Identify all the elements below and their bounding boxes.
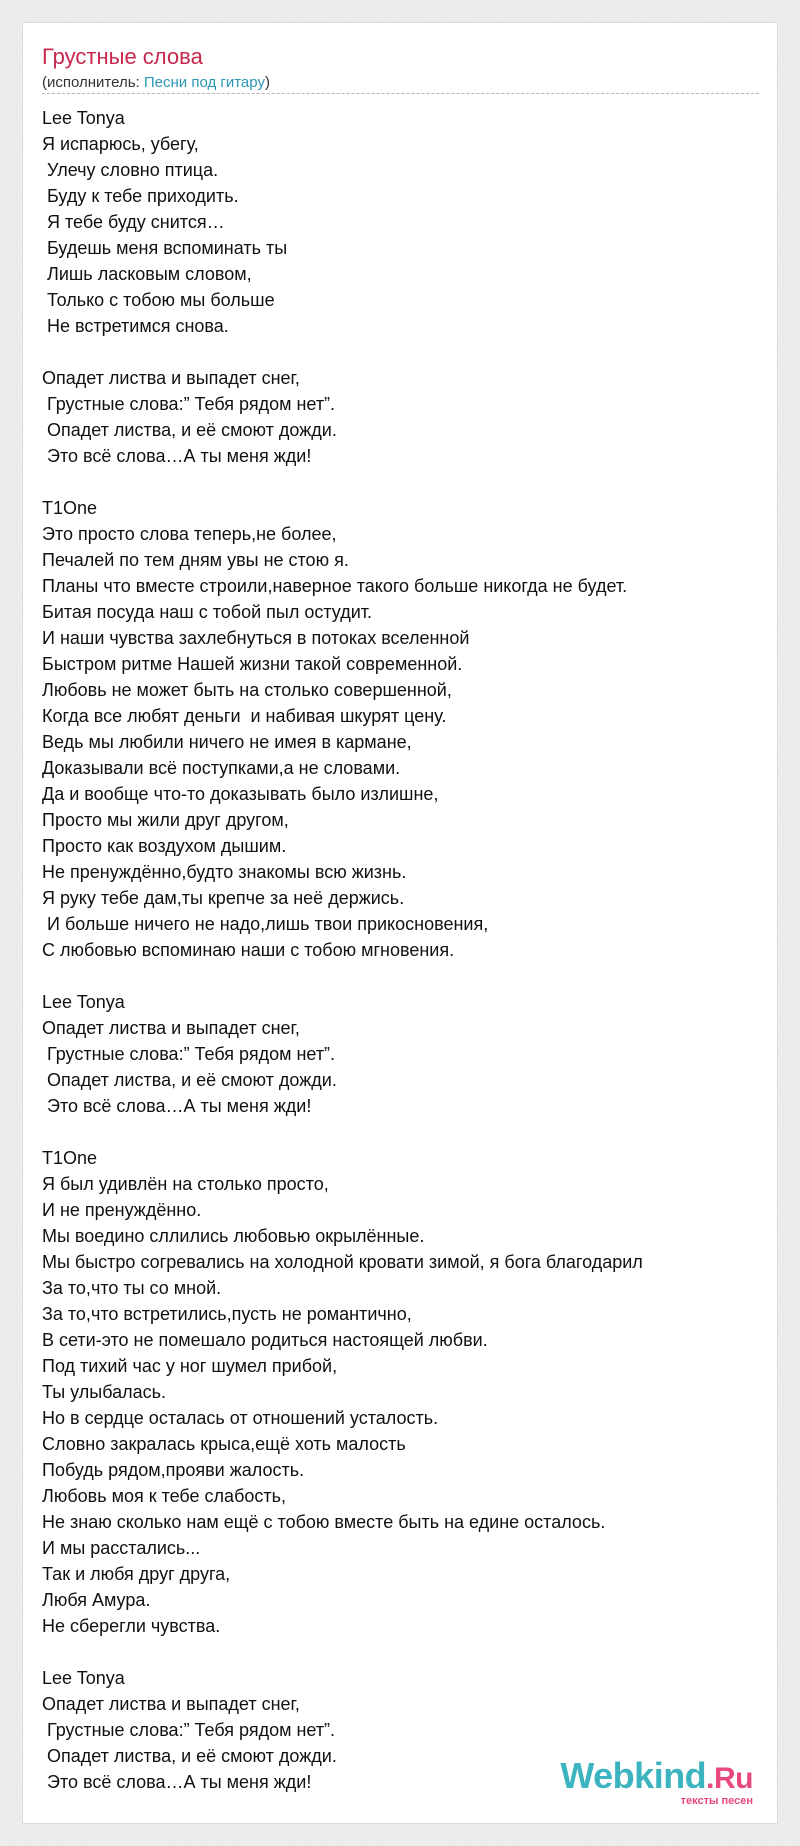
lyric-line: И наши чувства захлебнуться в потоках вселенной (42, 628, 470, 648)
stanza-break (42, 469, 764, 495)
lyric-line: Опадет листва, и её смоют дожди. (42, 420, 337, 440)
lyric-line: Я руку тебе дам,ты крепче за неё держись. (42, 888, 405, 908)
lyric-line: Да и вообще что-то доказывать было излишне, (42, 784, 439, 804)
webkind-logo[interactable] (560, 1755, 753, 1807)
lyric-line: Ведь мы любили ничего не имея в кармане, (42, 732, 412, 752)
lyric-line: Ты улыбалась. (42, 1382, 166, 1402)
lyric-line: Я испарюсь, убегу, (42, 134, 199, 154)
lyric-line: Опадет листва, и её смоют дожди. (42, 1746, 337, 1766)
lyric-line: Просто как воздухом дышим. (42, 836, 287, 856)
stanza-break (42, 1639, 764, 1665)
lyric-line: Опадет листва и выпадет снег, (42, 1018, 300, 1038)
lyric-line: За то,что ты со мной. (42, 1278, 222, 1298)
lyric-line: Буду к тебе приходить. (42, 186, 239, 206)
lyric-line: Доказывали всё поступками,а не словами. (42, 758, 401, 778)
lyric-line: За то,что встретились,пусть не романтично, (42, 1304, 412, 1324)
lyric-line: И мы расстались... (42, 1538, 201, 1558)
lyric-line: Побудь рядом,прояви жалость. (42, 1460, 305, 1480)
title-divider (42, 93, 759, 94)
lyric-line: Мы воедино сллились любовью окрылённые. (42, 1226, 425, 1246)
lyric-line: Опадет листва и выпадет снег, (42, 1694, 300, 1714)
lyric-line: Опадет листва и выпадет снег, (42, 368, 300, 388)
lyric-line: Словно закралась крыса,ещё хоть малость (42, 1434, 406, 1454)
logo-wordmark (560, 1755, 753, 1797)
lyric-line: В сети-это не помешало родиться настоящей любви. (42, 1330, 488, 1350)
lyric-line: Когда все любят деньги и набивая шкурят цену. (42, 706, 447, 726)
lyric-line: Но в сердце осталась от отношений усталость. (42, 1408, 439, 1428)
lyric-line: И не пренуждённо. (42, 1200, 202, 1220)
lyric-line: Не пренуждённо,будто знакомы всю жизнь. (42, 862, 407, 882)
lyric-line: Lee Tonya (42, 108, 125, 128)
lyric-line: Будешь меня вспоминать ты (42, 238, 288, 258)
lyric-line: Так и любя друг друга, (42, 1564, 231, 1584)
lyric-line: T1One (42, 498, 98, 518)
lyric-line: Мы быстро согревались на холодной кровати зимой, я бога благодарил (42, 1252, 643, 1272)
lyric-line: Не встретимся снова. (42, 316, 229, 336)
stanza-break (42, 339, 764, 365)
lyric-line: Печалей по тем дням увы не стою я. (42, 550, 349, 570)
lyric-line: Lee Tonya (42, 992, 125, 1012)
lyric-line: Это всё слова…А ты меня жди! (42, 446, 312, 466)
lyric-line: Лишь ласковым словом, (42, 264, 252, 284)
lyric-line: С любовью вспоминаю наши с тобою мгновения. (42, 940, 455, 960)
song-title: Грустные слова (42, 44, 203, 69)
lyric-line: И больше ничего не надо,лишь твои прикосновения, (42, 914, 489, 934)
logo-name: Webkind (560, 1755, 707, 1796)
lyric-line: Это просто слова теперь,не более, (42, 524, 337, 544)
lyric-line: Улечу словно птица. (42, 160, 219, 180)
artist-link[interactable]: Песни под гитару (143, 74, 265, 91)
lyric-line: Не сберегли чувства. (42, 1616, 221, 1636)
lyric-line: Грустные слова:” Тебя рядом нет”. (42, 1720, 336, 1740)
stanza-break (42, 1119, 764, 1145)
logo-tagline: тексты песен (680, 1795, 753, 1807)
lyric-line: Грустные слова:” Тебя рядом нет”. (42, 1044, 336, 1064)
lyric-line: Битая посуда наш с тобой пыл остудит. (42, 602, 373, 622)
lyric-line: Не знаю сколько нам ещё с тобою вместе быть на едине осталось. (42, 1512, 606, 1532)
lyric-line: Любовь не может быть на столько совершенной, (42, 680, 452, 700)
logo-tld: .Ru (706, 1762, 753, 1795)
lyric-line: Любя Амура. (42, 1590, 151, 1610)
lyric-line: T1One (42, 1148, 98, 1168)
lyric-line: Быстром ритме Нашей жизни такой современной. (42, 654, 463, 674)
lyric-line: Это всё слова…А ты меня жди! (42, 1772, 312, 1792)
lyric-line: Под тихий час у ног шумел прибой, (42, 1356, 338, 1376)
artist-prefix: (исполнитель: (42, 74, 144, 91)
lyric-line: Lee Tonya (42, 1668, 125, 1688)
lyric-line: Только с тобою мы больше (42, 290, 275, 310)
lyric-line: Опадет листва, и её смоют дожди. (42, 1070, 337, 1090)
lyric-line: Просто мы жили друг другом, (42, 810, 289, 830)
lyric-line: Грустные слова:” Тебя рядом нет”. (42, 394, 336, 414)
lyric-line: Любовь моя к тебе слабость, (42, 1486, 287, 1506)
lyric-line: Это всё слова…А ты меня жди! (42, 1096, 312, 1116)
lyric-line: Я был удивлён на столько просто, (42, 1174, 329, 1194)
artist-suffix: ) (264, 74, 270, 91)
lyric-line: Я тебе буду снится… (42, 212, 225, 232)
artist-line (42, 74, 270, 92)
lyric-line: Планы что вместе строили,наверное такого больше никогда не будет. (42, 576, 628, 596)
lyrics-page (22, 22, 778, 1824)
lyrics-text (42, 105, 764, 1795)
stanza-break (42, 963, 764, 989)
